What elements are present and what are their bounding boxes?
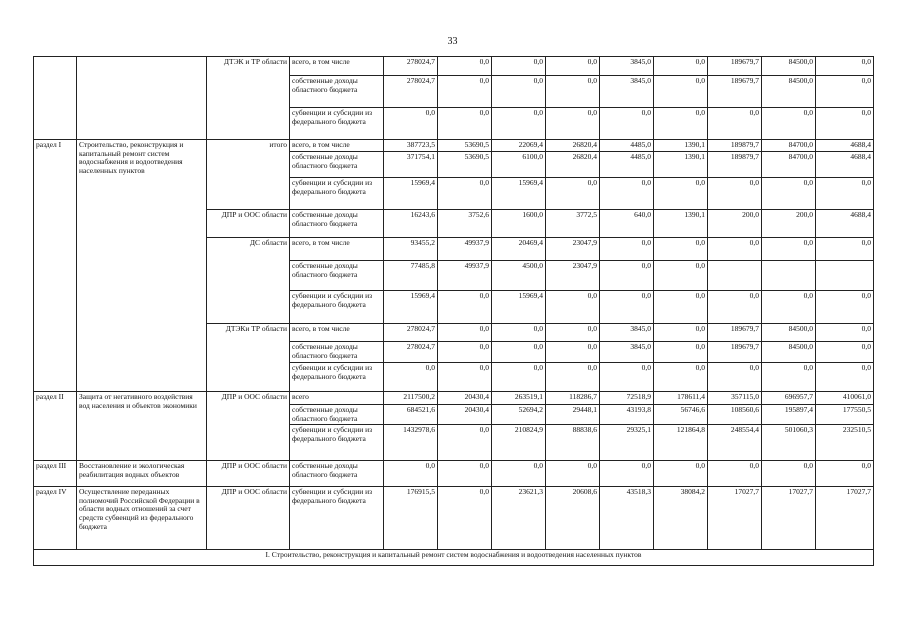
- value-cell: 0,0: [438, 57, 492, 76]
- value-cell: 0,0: [492, 324, 546, 342]
- value-cell: 0,0: [600, 261, 654, 291]
- value-cell: 0,0: [492, 461, 546, 487]
- value-cell: 84700,0: [762, 152, 816, 178]
- value-cell: 2117500,2: [384, 392, 438, 405]
- value-cell: 0,0: [654, 76, 708, 108]
- department-cell: ДТЭКи ТР области: [207, 324, 290, 392]
- funding-source-cell: собственные доходы областного бюджета: [290, 261, 384, 291]
- funding-source-cell: собственные доходы областного бюджета: [290, 210, 384, 238]
- value-cell: 121864,8: [654, 425, 708, 461]
- value-cell: 0,0: [762, 291, 816, 324]
- value-cell: 3845,0: [600, 76, 654, 108]
- value-cell: 189879,7: [708, 152, 762, 178]
- value-cell: 0,0: [816, 324, 874, 342]
- value-cell: 53690,5: [438, 152, 492, 178]
- page-number: 33: [447, 36, 458, 47]
- value-cell: 0,0: [762, 178, 816, 210]
- value-cell: 0,0: [492, 57, 546, 76]
- value-cell: 23621,3: [492, 487, 546, 550]
- value-cell: 56746,6: [654, 405, 708, 425]
- funding-source-cell: всего, в том числе: [290, 140, 384, 152]
- value-cell: [708, 261, 762, 291]
- value-cell: 0,0: [438, 342, 492, 363]
- value-cell: 15969,4: [492, 178, 546, 210]
- value-cell: 0,0: [438, 291, 492, 324]
- value-cell: 23047,9: [546, 238, 600, 261]
- value-cell: 0,0: [438, 425, 492, 461]
- department-cell: ДПР и ООС области: [207, 487, 290, 550]
- value-cell: 3845,0: [600, 57, 654, 76]
- value-cell: 4485,0: [600, 140, 654, 152]
- value-cell: 6100,0: [492, 152, 546, 178]
- value-cell: 84500,0: [762, 324, 816, 342]
- value-cell: 88838,6: [546, 425, 600, 461]
- value-cell: 189879,7: [708, 140, 762, 152]
- department-cell: ДС области: [207, 238, 290, 324]
- value-cell: 1390,1: [654, 140, 708, 152]
- funding-source-cell: субвенции и субсидии из федерального бюджета: [290, 108, 384, 140]
- value-cell: 0,0: [438, 76, 492, 108]
- value-cell: 371754,1: [384, 152, 438, 178]
- value-cell: 118286,7: [546, 392, 600, 405]
- value-cell: 1390,1: [654, 152, 708, 178]
- section-label: раздел II: [34, 392, 77, 461]
- value-cell: 108560,6: [708, 405, 762, 425]
- budget-table: [33, 56, 874, 566]
- value-cell: 0,0: [654, 461, 708, 487]
- value-cell: 0,0: [654, 324, 708, 342]
- section-name: Осуществление переданных полномочий Российской Федерации в области водных отношений за счет средств субвенций из федерального бюджета: [77, 487, 207, 550]
- value-cell: 93455,2: [384, 238, 438, 261]
- value-cell: 0,0: [654, 178, 708, 210]
- section-name: Строительство, реконструкция и капитальный ремонт систем водоснабжения и водоотведения населенных пунктов: [77, 140, 207, 392]
- value-cell: 0,0: [816, 238, 874, 261]
- value-cell: 4688,4: [816, 140, 874, 152]
- value-cell: 195897,4: [762, 405, 816, 425]
- value-cell: 0,0: [708, 238, 762, 261]
- value-cell: 4485,0: [600, 152, 654, 178]
- value-cell: 278024,7: [384, 324, 438, 342]
- value-cell: 0,0: [816, 76, 874, 108]
- value-cell: 0,0: [654, 363, 708, 392]
- value-cell: 210824,9: [492, 425, 546, 461]
- value-cell: 26820,4: [546, 140, 600, 152]
- value-cell: 0,0: [546, 324, 600, 342]
- value-cell: 278024,7: [384, 76, 438, 108]
- funding-source-cell: всего: [290, 392, 384, 405]
- value-cell: 248554,4: [708, 425, 762, 461]
- section-label: раздел I: [34, 140, 77, 392]
- value-cell: 0,0: [762, 363, 816, 392]
- value-cell: 26820,4: [546, 152, 600, 178]
- value-cell: 0,0: [546, 76, 600, 108]
- value-cell: 0,0: [492, 342, 546, 363]
- value-cell: 189679,7: [708, 342, 762, 363]
- funding-source-cell: собственные доходы областного бюджета: [290, 405, 384, 425]
- value-cell: 4688,4: [816, 210, 874, 238]
- value-cell: 200,0: [762, 210, 816, 238]
- value-cell: 43518,3: [600, 487, 654, 550]
- value-cell: 4500,0: [492, 261, 546, 291]
- value-cell: 0,0: [600, 291, 654, 324]
- value-cell: 15969,4: [492, 291, 546, 324]
- value-cell: 17027,7: [708, 487, 762, 550]
- value-cell: 20608,6: [546, 487, 600, 550]
- value-cell: 0,0: [816, 178, 874, 210]
- funding-source-cell: субвенции и субсидии из федерального бюджета: [290, 363, 384, 392]
- funding-source-cell: всего, в том числе: [290, 238, 384, 261]
- value-cell: 0,0: [762, 108, 816, 140]
- subprogram-title: I. Строительство, реконструкция и капитальный ремонт систем водоснабжения и водоотведения населенных пунктов: [34, 550, 874, 566]
- value-cell: 0,0: [816, 291, 874, 324]
- value-cell: 3772,5: [546, 210, 600, 238]
- department-cell: ДТЭК и ТР области: [207, 57, 290, 140]
- section-name: Защита от негативного воздействия вод населения и объектов экономики: [77, 392, 207, 461]
- value-cell: 0,0: [654, 291, 708, 324]
- value-cell: 38084,2: [654, 487, 708, 550]
- value-cell: 278024,7: [384, 57, 438, 76]
- value-cell: 49937,9: [438, 238, 492, 261]
- value-cell: 17027,7: [762, 487, 816, 550]
- value-cell: 16243,6: [384, 210, 438, 238]
- value-cell: 53690,5: [438, 140, 492, 152]
- value-cell: 29325,1: [600, 425, 654, 461]
- value-cell: 0,0: [600, 363, 654, 392]
- value-cell: 20430,4: [438, 405, 492, 425]
- funding-source-cell: всего, в том числе: [290, 57, 384, 76]
- value-cell: 357115,0: [708, 392, 762, 405]
- funding-source-cell: всего, в том числе: [290, 324, 384, 342]
- value-cell: 0,0: [708, 178, 762, 210]
- funding-source-cell: субвенции и субсидии из федерального бюджета: [290, 178, 384, 210]
- value-cell: 20469,4: [492, 238, 546, 261]
- value-cell: 178611,4: [654, 392, 708, 405]
- value-cell: 0,0: [816, 461, 874, 487]
- funding-source-cell: субвенции и субсидии из федерального бюджета: [290, 487, 384, 550]
- section-label: раздел III: [34, 461, 77, 487]
- value-cell: 0,0: [546, 363, 600, 392]
- value-cell: 0,0: [654, 342, 708, 363]
- value-cell: 263519,1: [492, 392, 546, 405]
- value-cell: 0,0: [384, 363, 438, 392]
- value-cell: 0,0: [762, 238, 816, 261]
- value-cell: 189679,7: [708, 324, 762, 342]
- value-cell: 176915,5: [384, 487, 438, 550]
- funding-source-cell: субвенции и субсидии из федерального бюджета: [290, 291, 384, 324]
- table-body: [34, 57, 874, 566]
- department-cell: ДПР и ООС области: [207, 392, 290, 461]
- value-cell: 15969,4: [384, 178, 438, 210]
- value-cell: 0,0: [438, 461, 492, 487]
- department-cell: ДПР и ООС области: [207, 210, 290, 238]
- value-cell: 84500,0: [762, 57, 816, 76]
- value-cell: 0,0: [546, 342, 600, 363]
- value-cell: 52694,2: [492, 405, 546, 425]
- value-cell: 0,0: [600, 178, 654, 210]
- value-cell: 232510,5: [816, 425, 874, 461]
- value-cell: 0,0: [600, 108, 654, 140]
- value-cell: 501060,3: [762, 425, 816, 461]
- table-row: [34, 487, 874, 550]
- value-cell: 0,0: [384, 461, 438, 487]
- value-cell: 189679,7: [708, 57, 762, 76]
- value-cell: 72518,9: [600, 392, 654, 405]
- value-cell: 0,0: [816, 57, 874, 76]
- value-cell: 0,0: [708, 363, 762, 392]
- value-cell: [762, 261, 816, 291]
- department-cell: итого: [207, 140, 290, 210]
- value-cell: 410061,0: [816, 392, 874, 405]
- value-cell: 0,0: [438, 108, 492, 140]
- section-label: раздел IV: [34, 487, 77, 550]
- value-cell: 0,0: [708, 291, 762, 324]
- table-row: [34, 461, 874, 487]
- value-cell: 0,0: [546, 57, 600, 76]
- value-cell: 1600,0: [492, 210, 546, 238]
- value-cell: 84700,0: [762, 140, 816, 152]
- value-cell: 23047,9: [546, 261, 600, 291]
- table-row: [34, 57, 874, 76]
- value-cell: 84500,0: [762, 342, 816, 363]
- value-cell: 0,0: [438, 178, 492, 210]
- value-cell: 49937,9: [438, 261, 492, 291]
- value-cell: 1390,1: [654, 210, 708, 238]
- funding-source-cell: собственные доходы областного бюджета: [290, 461, 384, 487]
- value-cell: 1432978,6: [384, 425, 438, 461]
- value-cell: 0,0: [546, 108, 600, 140]
- value-cell: 0,0: [654, 238, 708, 261]
- value-cell: 0,0: [492, 108, 546, 140]
- value-cell: 0,0: [384, 108, 438, 140]
- value-cell: 0,0: [654, 57, 708, 76]
- table-row: [34, 140, 874, 152]
- value-cell: 684521,6: [384, 405, 438, 425]
- value-cell: [816, 261, 874, 291]
- value-cell: 0,0: [708, 461, 762, 487]
- value-cell: 0,0: [546, 291, 600, 324]
- value-cell: 0,0: [816, 108, 874, 140]
- footer-row: [34, 550, 874, 566]
- value-cell: 0,0: [708, 108, 762, 140]
- value-cell: 3845,0: [600, 342, 654, 363]
- value-cell: 3845,0: [600, 324, 654, 342]
- value-cell: 640,0: [600, 210, 654, 238]
- value-cell: 0,0: [438, 363, 492, 392]
- value-cell: 29448,1: [546, 405, 600, 425]
- value-cell: 0,0: [546, 178, 600, 210]
- value-cell: 0,0: [654, 108, 708, 140]
- table-row: [34, 392, 874, 405]
- value-cell: 0,0: [816, 363, 874, 392]
- value-cell: 177550,5: [816, 405, 874, 425]
- value-cell: 17027,7: [816, 487, 874, 550]
- value-cell: 84500,0: [762, 76, 816, 108]
- value-cell: 696957,7: [762, 392, 816, 405]
- value-cell: 77485,8: [384, 261, 438, 291]
- value-cell: 3752,6: [438, 210, 492, 238]
- value-cell: 20430,4: [438, 392, 492, 405]
- value-cell: 0,0: [600, 461, 654, 487]
- funding-source-cell: субвенции и субсидии из федерального бюджета: [290, 425, 384, 461]
- value-cell: 200,0: [708, 210, 762, 238]
- value-cell: 0,0: [600, 238, 654, 261]
- value-cell: 0,0: [654, 261, 708, 291]
- value-cell: 0,0: [438, 487, 492, 550]
- value-cell: 0,0: [762, 461, 816, 487]
- value-cell: 189679,7: [708, 76, 762, 108]
- value-cell: 387723,5: [384, 140, 438, 152]
- value-cell: 0,0: [438, 324, 492, 342]
- value-cell: 15969,4: [384, 291, 438, 324]
- value-cell: 278024,7: [384, 342, 438, 363]
- value-cell: 22069,4: [492, 140, 546, 152]
- value-cell: 0,0: [492, 76, 546, 108]
- value-cell: 43193,8: [600, 405, 654, 425]
- value-cell: 0,0: [546, 461, 600, 487]
- section-name: Восстановление и экологическая реабилитация водных объектов: [77, 461, 207, 487]
- value-cell: 4688,4: [816, 152, 874, 178]
- section-name-cell: [77, 57, 207, 140]
- funding-source-cell: собственные доходы областного бюджета: [290, 152, 384, 178]
- value-cell: 0,0: [816, 342, 874, 363]
- value-cell: 0,0: [492, 363, 546, 392]
- funding-source-cell: собственные доходы областного бюджета: [290, 76, 384, 108]
- section-label-cell: [34, 57, 77, 140]
- funding-source-cell: собственные доходы областного бюджета: [290, 342, 384, 363]
- department-cell: ДПР и ООС области: [207, 461, 290, 487]
